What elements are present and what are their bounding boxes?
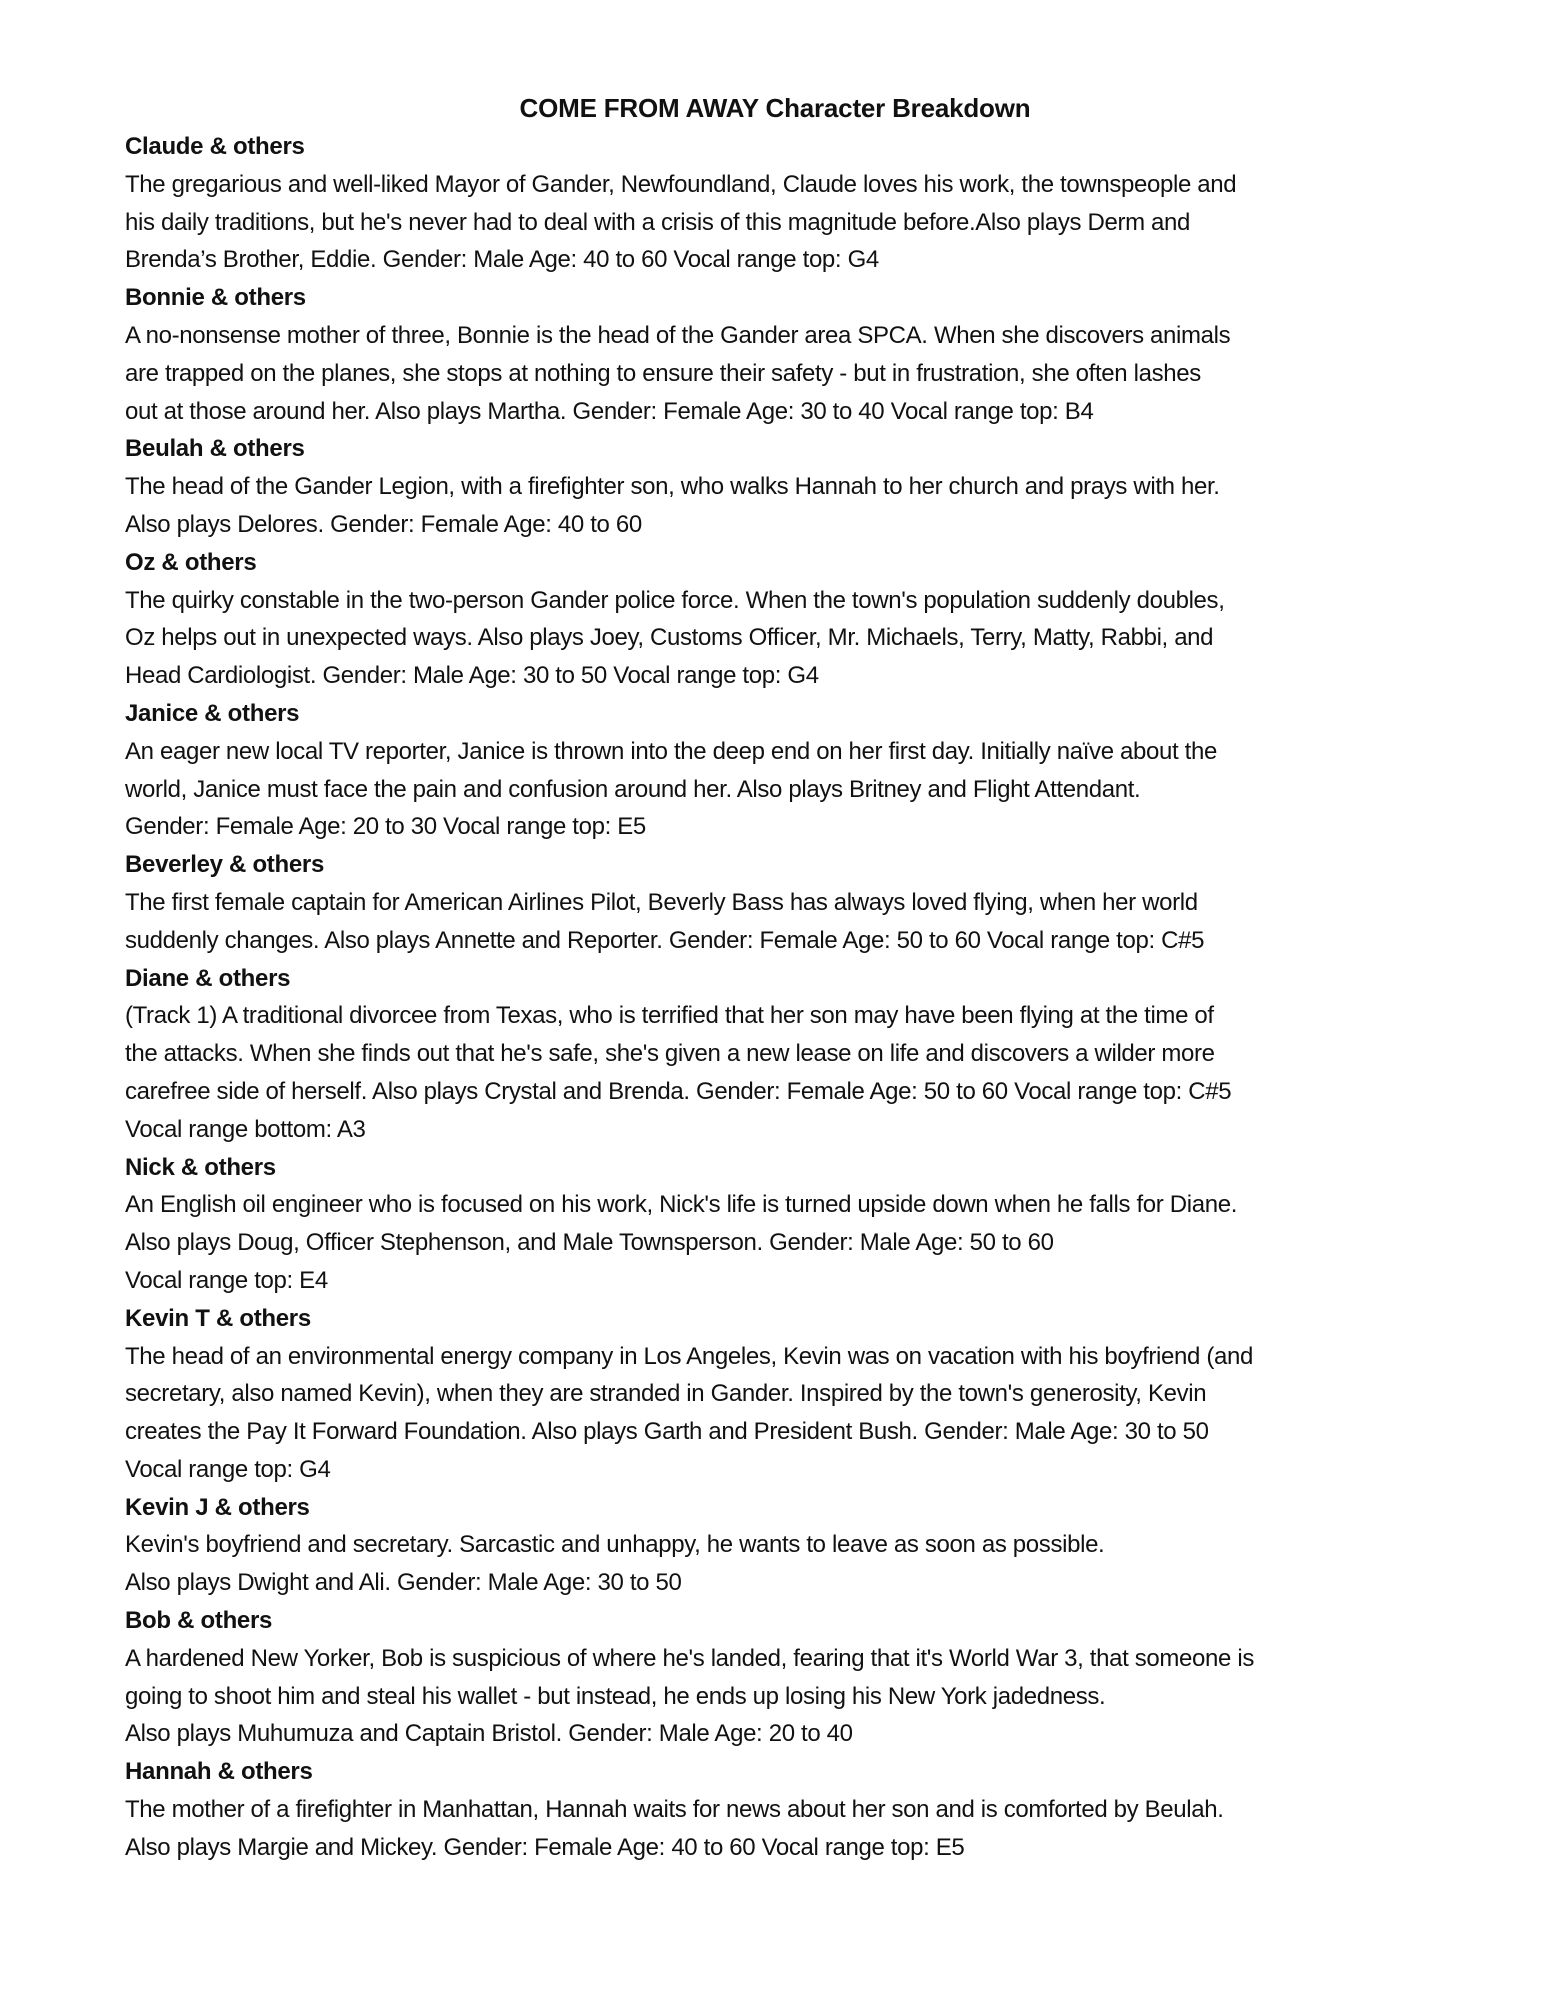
description-line: The head of an environmental energy company in Los Angeles, Kevin was on vacation with his boyfriend (and: [125, 1342, 1253, 1370]
description-line: Oz helps out in unexpected ways. Also plays Joey, Customs Officer, Mr. Michaels, Terry, Matty, Rabbi, and: [125, 624, 1214, 652]
description-line: suddenly changes. Also plays Annette and Reporter. Gender: Female Age: 50 to 60 Vocal range top: C#5: [125, 926, 1205, 954]
character-heading: Janice & others: [125, 699, 300, 727]
character-heading: Beulah & others: [125, 435, 305, 463]
description-line: world, Janice must face the pain and confusion around her. Also plays Britney and Flight Attendant.: [125, 775, 1141, 803]
character-description: [125, 997, 1445, 1148]
character-description: [125, 1186, 1445, 1299]
character-section: [125, 279, 1445, 430]
character-section: [125, 695, 1445, 846]
character-section: [125, 430, 1445, 543]
description-line: An English oil engineer who is focused on his work, Nick's life is turned upside down when he falls for Diane.: [125, 1191, 1238, 1219]
character-section: [125, 128, 1445, 279]
description-line: Brenda’s Brother, Eddie. Gender: Male Age: 40 to 60 Vocal range top: G4: [125, 246, 879, 274]
character-heading: Bonnie & others: [125, 284, 306, 312]
character-description: [125, 884, 1445, 960]
description-line: A hardened New Yorker, Bob is suspicious of where he's landed, fearing that it's World War 3, that someone is: [125, 1644, 1254, 1672]
character-heading: Nick & others: [125, 1153, 276, 1181]
character-section: [125, 846, 1445, 959]
character-section: [125, 544, 1445, 695]
description-line: The first female captain for American Airlines Pilot, Beverly Bass has always loved flying, when her world: [125, 888, 1198, 916]
description-line: Also plays Dwight and Ali. Gender: Male Age: 30 to 50: [125, 1569, 682, 1597]
description-line: the attacks. When she finds out that he's safe, she's given a new lease on life and discovers a wilder more: [125, 1040, 1215, 1068]
description-line: The head of the Gander Legion, with a firefighter son, who walks Hannah to her church and prays with her.: [125, 473, 1220, 501]
description-line: Head Cardiologist. Gender: Male Age: 30 to 50 Vocal range top: G4: [125, 662, 819, 690]
document-page: [125, 88, 1445, 1867]
description-line: (Track 1) A traditional divorcee from Texas, who is terrified that her son may have been flying at the time of: [125, 1002, 1214, 1030]
character-section: [125, 1300, 1445, 1489]
description-line: A no-nonsense mother of three, Bonnie is the head of the Gander area SPCA. When she discovers animals: [125, 321, 1231, 349]
description-line: Gender: Female Age: 20 to 30 Vocal range top: E5: [125, 813, 646, 841]
character-description: [125, 468, 1445, 544]
character-heading: Oz & others: [125, 548, 257, 576]
character-description: [125, 582, 1445, 695]
description-line: are trapped on the planes, she stops at nothing to ensure their safety - but in frustration, she often lashes: [125, 359, 1201, 387]
character-description: [125, 1791, 1445, 1867]
description-line: Vocal range top: G4: [125, 1455, 331, 1483]
description-line: The gregarious and well-liked Mayor of Gander, Newfoundland, Claude loves his work, the townspeople and: [125, 170, 1237, 198]
description-line: Vocal range bottom: A3: [125, 1115, 366, 1143]
description-line: Also plays Doug, Officer Stephenson, and Male Townsperson. Gender: Male Age: 50 to 60: [125, 1229, 1054, 1257]
description-line: secretary, also named Kevin), when they are stranded in Gander. Inspired by the town's generosity, Kevin: [125, 1380, 1207, 1408]
character-list: [125, 128, 1445, 1867]
character-section: [125, 1489, 1445, 1602]
character-section: [125, 1602, 1445, 1753]
character-heading: Claude & others: [125, 133, 305, 160]
character-description: [125, 1526, 1445, 1602]
character-description: [125, 1338, 1445, 1489]
description-line: carefree side of herself. Also plays Crystal and Brenda. Gender: Female Age: 50 to 60 Vocal range top: C#5: [125, 1077, 1232, 1105]
description-line: going to shoot him and steal his wallet - but instead, he ends up losing his New York jadedness.: [125, 1682, 1106, 1710]
description-line: creates the Pay It Forward Foundation. Also plays Garth and President Bush. Gender: Male Age: 30 to 50: [125, 1418, 1209, 1446]
description-line: The quirky constable in the two-person Gander police force. When the town's population suddenly doubles,: [125, 586, 1225, 614]
description-line: his daily traditions, but he's never had to deal with a crisis of this magnitude before.Also plays Derm and: [125, 208, 1191, 236]
character-section: [125, 960, 1445, 1149]
description-line: Vocal range top: E4: [125, 1266, 328, 1294]
character-heading: Hannah & others: [125, 1758, 313, 1786]
character-heading: Diane & others: [125, 964, 291, 992]
description-line: An eager new local TV reporter, Janice is thrown into the deep end on her first day. Initially naïve about the: [125, 737, 1217, 765]
description-line: Also plays Delores. Gender: Female Age: 40 to 60: [125, 510, 642, 538]
character-description: [125, 166, 1445, 279]
character-description: [125, 733, 1445, 846]
description-line: Also plays Muhumuza and Captain Bristol. Gender: Male Age: 20 to 40: [125, 1720, 853, 1748]
description-line: The mother of a firefighter in Manhattan, Hannah waits for news about her son and is comforted by Beulah.: [125, 1796, 1224, 1824]
character-description: [125, 317, 1445, 430]
character-heading: Bob & others: [125, 1607, 273, 1635]
description-line: out at those around her. Also plays Martha. Gender: Female Age: 30 to 40 Vocal range top: B4: [125, 397, 1094, 425]
character-section: [125, 1753, 1445, 1866]
character-heading: Beverley & others: [125, 851, 324, 879]
description-line: Also plays Margie and Mickey. Gender: Female Age: 40 to 60 Vocal range top: E5: [125, 1833, 965, 1861]
character-heading: Kevin J & others: [125, 1493, 310, 1521]
character-heading: Kevin T & others: [125, 1304, 311, 1332]
character-description: [125, 1640, 1445, 1753]
description-line: Kevin's boyfriend and secretary. Sarcastic and unhappy, he wants to leave as soon as possible.: [125, 1531, 1105, 1559]
character-section: [125, 1149, 1445, 1300]
document-title: COME FROM AWAY Character Breakdown: [519, 93, 1031, 123]
